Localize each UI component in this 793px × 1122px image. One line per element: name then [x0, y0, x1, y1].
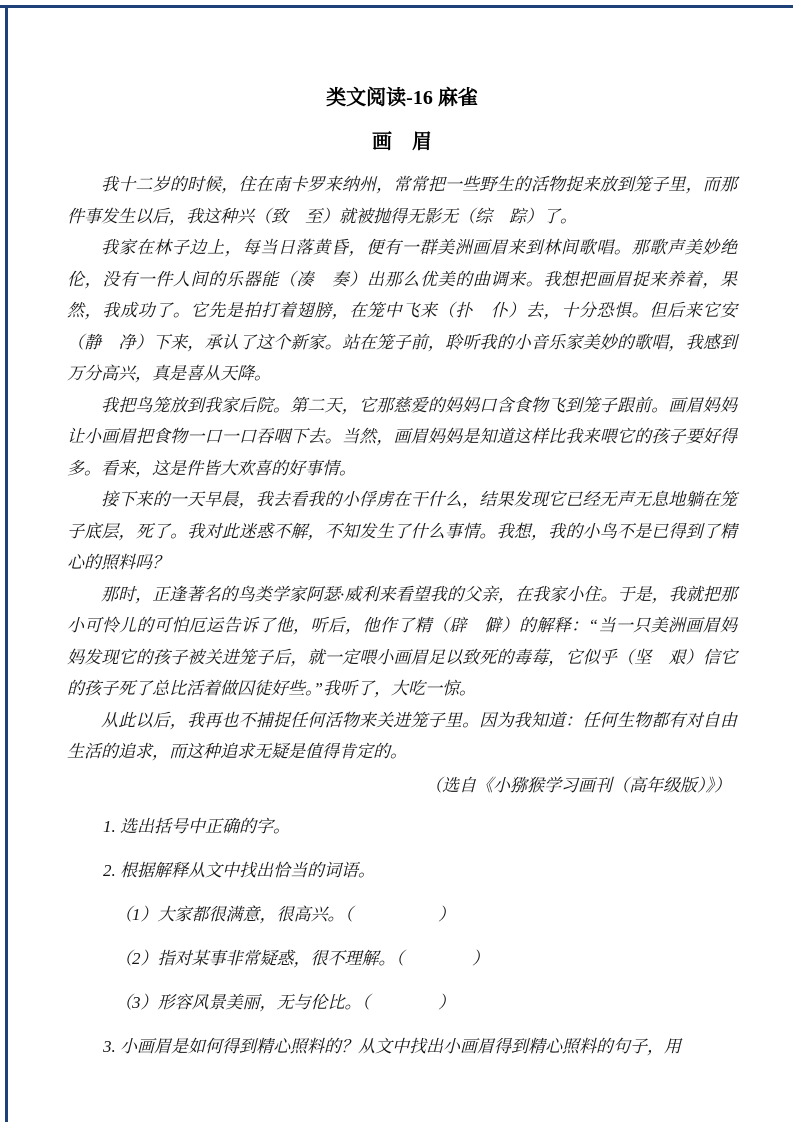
- question-item-2-2: （2）指对某事非常疑惑，很不理解。（ ）: [115, 949, 489, 968]
- passage-paragraph: 接下来的一天早晨，我去看我的小俘虏在干什么，结果发现它已经无声无息地躺在笼子底层，死了。我对此迷惑不解，不知发生了什么事情。我想，我的小鸟不是已得到了精心的照料吗？: [67, 490, 737, 572]
- question-item-1: 1. 选出括号中正确的字。: [103, 817, 290, 836]
- passage-paragraph: 从此以后，我再也不捕捉任何活物来关进笼子里。因为我知道：任何生物都有对自由生活的追求，而这种追求无疑是值得肯定的。: [67, 710, 737, 761]
- question-item-2-3: （3）形容风景美丽，无与伦比。（ ）: [115, 993, 455, 1012]
- question-item-2-1: （1）大家都很满意，很高兴。（ ）: [115, 905, 455, 924]
- passage-paragraph: 我把鸟笼放到我家后院。第二天，它那慈爱的妈妈口含食物飞到笼子跟前。画眉妈妈让小画眉把食物一口一口吞咽下去。当然，画眉妈妈是知道这样比我来喂它的孩子要好得多。看来，这是件皆大欢喜的好事情。: [67, 395, 737, 478]
- passage-title: 画 眉: [372, 131, 432, 153]
- passage-body: [67, 169, 737, 768]
- page-border-left-line: [5, 5, 8, 1122]
- document-content: [67, 84, 737, 1075]
- passage-paragraph: 那时，正逢著名的鸟类学家阿瑟·威利来看望我的父亲，在我家小住。于是，我就把那小可怜儿的可怕厄运告诉了他，听后，他作了精（辟 僻）的解释：“当一只美洲画眉妈妈发现它的孩子被关进笼子后，就一定喂小画眉足以致死的毒莓，它似乎（坚 艰）信它的孩子死了总比活着做囚徒好些。”我听了，大吃一惊。: [67, 584, 737, 698]
- question-item-2: 2. 根据解释从文中找出恰当的词语。: [103, 861, 375, 880]
- document-title: 类文阅读-16 麻雀: [326, 87, 478, 109]
- source-citation: （选自《小猕猴学习画刊（高年级版）》）: [425, 775, 731, 795]
- passage-paragraph: 我十二岁的时候，住在南卡罗来纳州，常常把一些野生的活物捉来放到笼子里，而那件事发生以后，我这种兴（致 至）就被抛得无影无（综 踪）了。: [67, 175, 737, 226]
- question-list: [67, 811, 737, 1062]
- page-border-top-line: [0, 5, 793, 8]
- question-item-3: 3. 小画眉是如何得到精心照料的？从文中找出小画眉得到精心照料的句子，用: [103, 1037, 681, 1056]
- passage-paragraph: 我家在林子边上，每当日落黄昏，便有一群美洲画眉来到林间歌唱。那歌声美妙绝伦，没有一件人间的乐器能（凑 奏）出那么优美的曲调来。我想把画眉捉来养着，果然，我成功了。它先是拍打着翅膀，在笼中飞来（扑 仆）去，十分恐惧。但后来它安（静 净）下来，承认了这个新家。站在笼子前，聆听我的小音乐家美妙的歌唱，我感到万分高兴，真是喜从天降。: [67, 238, 737, 383]
